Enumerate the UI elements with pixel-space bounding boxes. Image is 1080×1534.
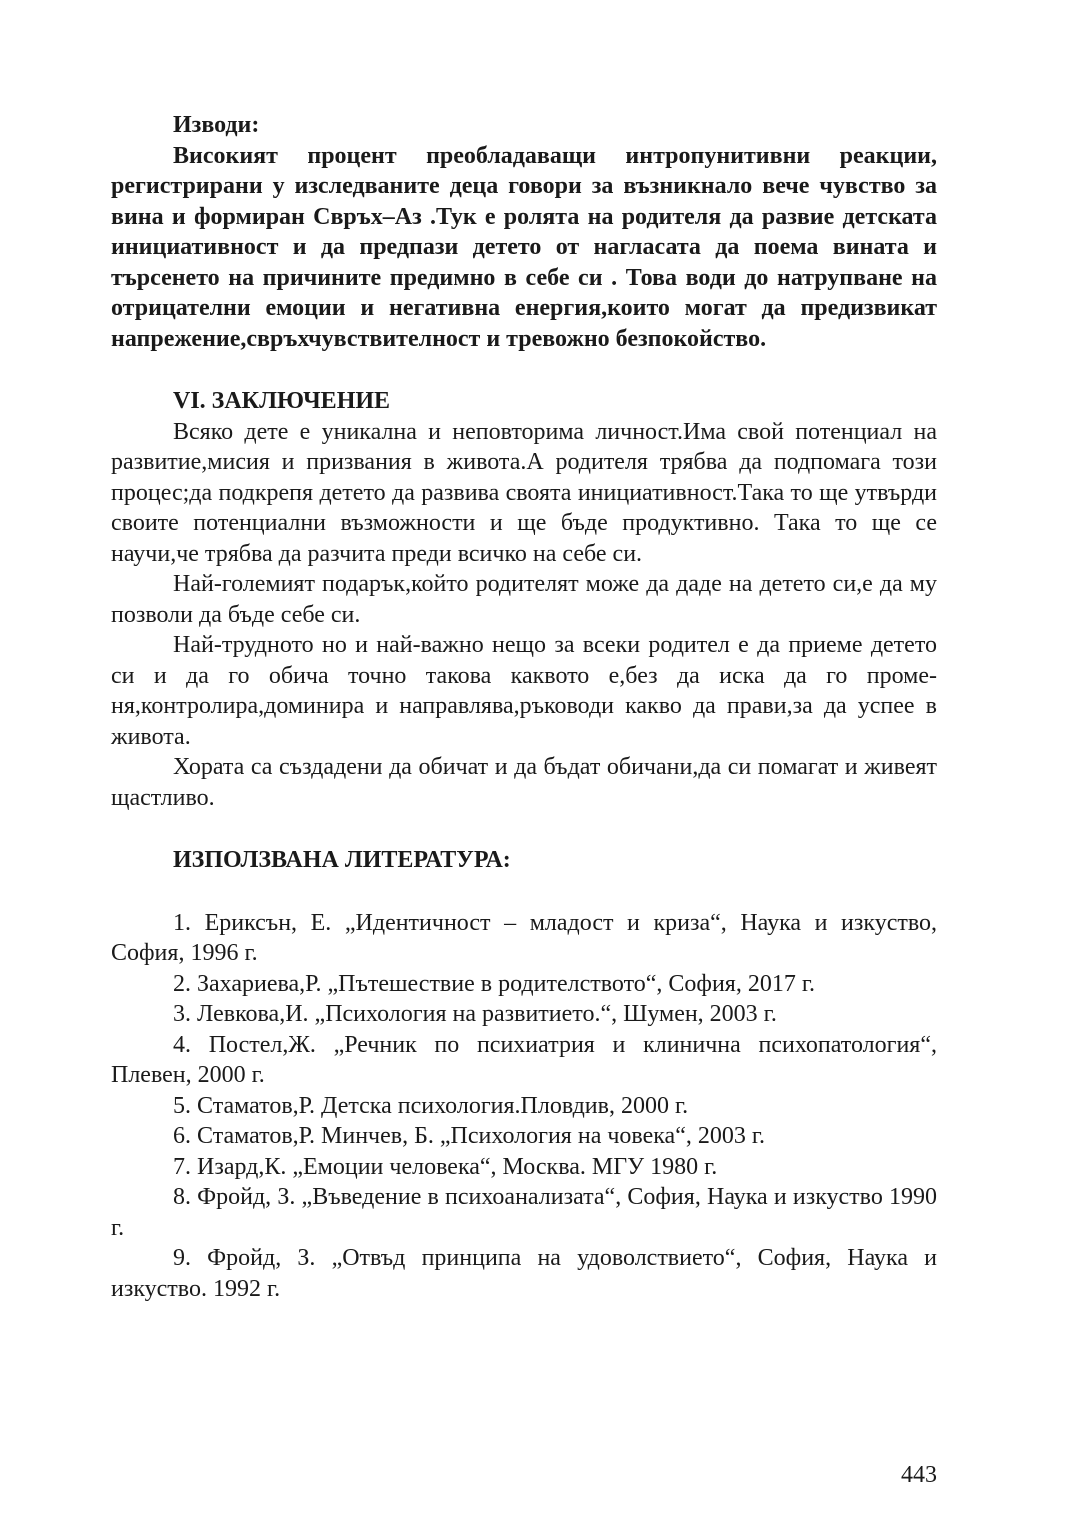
- reference-item: 8. Фройд, З. „Въведение в психоанализата“, София, Наука и изкуство 1990 г.: [111, 1184, 937, 1241]
- reference-item: 6. Стаматов,Р. Минчев, Б. „Психология на човека“, 2003 г.: [173, 1123, 765, 1149]
- page-number: 443: [901, 1462, 937, 1488]
- reference-item: 7. Изард,К. „Емоции человека“, Москва. МГУ 1980 г.: [173, 1153, 718, 1180]
- conclusions-heading: Изводи:: [173, 112, 260, 138]
- reference-item: 2. Захариева,Р. „Пътешествие в родителството“, София, 2017 г.: [173, 970, 815, 997]
- section-vi-paragraph-4: Хората са създадени да обичат и да бъдат обичани,да си помагат и живеят щастливо.: [111, 754, 937, 811]
- section-vi-heading: VI. ЗАКЛЮЧЕНИЕ: [173, 388, 391, 414]
- reference-item: 9. Фройд, З. „Отвъд принципа на удоволствието“, София, Наука и изкуство. 1992 г.: [111, 1245, 937, 1302]
- spacer: [111, 876, 937, 908]
- section-vi-paragraph-2: Най-големият подарък,който родителят може да даде на детето си,е да му позволи да бъде себе си.: [111, 571, 937, 628]
- reference-item: 4. Постел,Ж. „Речник по психиатрия и клинична психопатология“, Плевен, 2000 г.: [111, 1031, 937, 1088]
- spacer: [111, 354, 937, 386]
- conclusions-paragraph: Високият процент преобладаващи интропунитивни реакции, регистрирани у изследваните деца говори за възникнало вече чувство за вина и формиран Свръх–Аз .Тук е ролята на родителя да развие детската инициативност и да предпази детето от нагласата да поема вината и търсенето на причините предимно в себе си . Това води до натрупване на отрицателни емоции и негативна енергия,които могат да предизвикат напрежение,свръхчувствителност и тревожно безпокойство.: [111, 142, 937, 352]
- reference-item: 1. Ериксън, Е. „Идентичност – младост и криза“, Наука и изкуство, София, 1996 г.: [111, 909, 937, 966]
- spacer: [111, 813, 937, 845]
- references-heading: ИЗПОЛЗВАНА ЛИТЕРАТУРА:: [173, 847, 511, 873]
- page-body: [111, 110, 937, 1304]
- section-vi-paragraph-1: Всяко дете е уникална и неповторима личност.Има свой потенциал на развитие,мисия и призвания в живота.А родителя трябва да подпомага този процес;да подкрепя детето да развива своята инициативност.Така то ще утвърди своите потенциални възможности и ще бъде продуктивно. Така то ще се научи,че трябва да разчита преди всичко на себе си.: [111, 418, 937, 567]
- references-list: [111, 908, 937, 1305]
- section-vi-paragraph-3: Най-трудното но и най-важно нещо за всеки родител е да приеме детето си и да го обича точно такова каквото е,без да иска да го променя,контролира,доминира и направлява,ръководи какво да прави,за да успее в живота.: [111, 632, 937, 750]
- reference-item: 5. Стаматов,Р. Детска психология.Пловдив, 2000 г.: [173, 1092, 689, 1119]
- reference-item: 3. Левкова,И. „Психология на развитието.“, Шумен, 2003 г.: [173, 1001, 777, 1027]
